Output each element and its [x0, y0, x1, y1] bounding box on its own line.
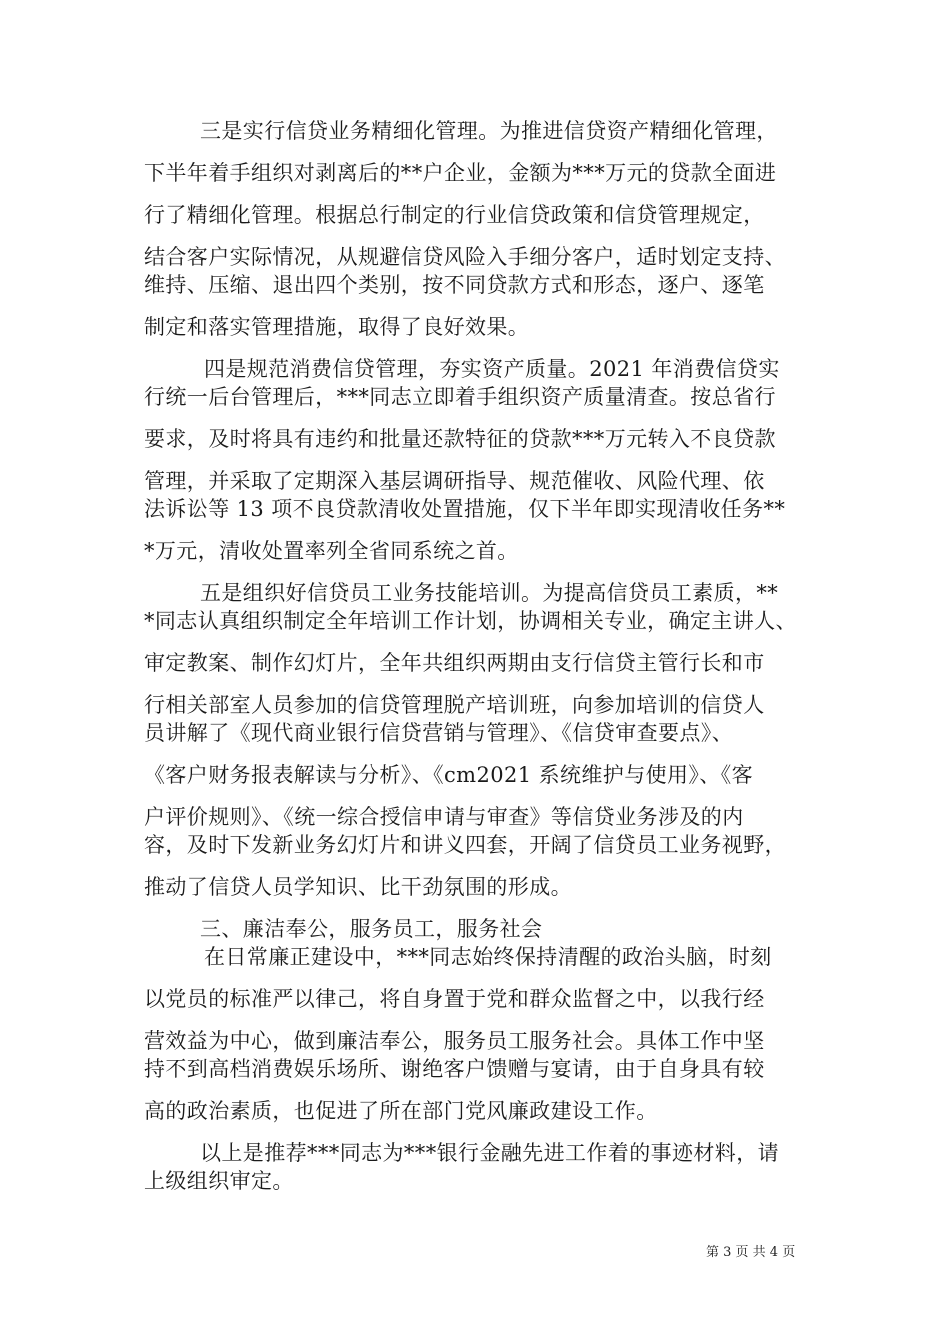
text-line: 三是实行信贷业务精细化管理。为推进信贷资产精细化管理， — [200, 119, 778, 143]
text-line: 行统一后台管理后，***同志立即着手组织资产质量清查。按总省行 — [144, 385, 776, 409]
text-line: 容，及时下发新业务幻灯片和讲义四套，开阔了信贷员工业务视野， — [144, 833, 786, 857]
text-line: 法诉讼等 13 项不良贷款清收处置措施，仅下半年即实现清收任务** — [144, 497, 786, 521]
text-line: 五是组织好信贷员工业务技能培训。为提高信贷员工素质，** — [200, 581, 779, 605]
text-line: 管理，并采取了定期深入基层调研指导、规范催收、风险代理、依 — [144, 469, 765, 493]
text-line: 营效益为中心，做到廉洁奉公，服务员工服务社会。具体工作中坚 — [144, 1029, 765, 1053]
text-line: 推动了信贷人员学知识、比干劲氛围的形成。 — [144, 875, 572, 899]
text-line: 结合客户实际情况，从规避信贷风险入手细分客户，适时划定支持、 — [144, 245, 786, 269]
text-line: 行了精细化管理。根据总行制定的行业信贷政策和信贷管理规定， — [144, 203, 765, 227]
text-line: 持不到高档消费娱乐场所、谢绝客户馈赠与宴请，由于自身具有较 — [144, 1057, 765, 1081]
text-line: 以上是推荐***同志为***银行金融先进工作着的事迹材料，请 — [200, 1141, 779, 1165]
section-heading: 三、廉洁奉公，服务员工，服务社会 — [200, 917, 543, 941]
text-line: 维持、压缩、退出四个类别，按不同贷款方式和形态，逐户、逐笔 — [144, 273, 765, 297]
text-line: 员讲解了《现代商业银行信贷营销与管理》、《信贷审查要点》、 — [144, 721, 734, 745]
text-line: 上级组织审定。 — [144, 1169, 294, 1193]
text-line: 制定和落实管理措施，取得了良好效果。 — [144, 315, 530, 339]
text-line: *同志认真组织制定全年培训工作计划，协调相关专业，确定主讲人、 — [144, 609, 797, 633]
text-line: 《客户财务报表解读与分析》、《cm2021 系统维护与使用》、《客 — [144, 763, 753, 787]
text-line: *万元，清收处置率列全省同系统之首。 — [144, 539, 519, 563]
text-line: 以党员的标准严以律己，将自身置于党和群众监督之中，以我行经 — [144, 987, 765, 1011]
text-line: 行相关部室人员参加的信贷管理脱产培训班，向参加培训的信贷人 — [144, 693, 765, 717]
text-line: 户评价规则》、《统一综合授信申请与审查》等信贷业务涉及的内 — [144, 805, 744, 829]
text-line: 审定教案、制作幻灯片，全年共组织两期由支行信贷主管行长和市 — [144, 651, 765, 675]
text-line: 在日常廉正建设中，***同志始终保持清醒的政治头脑，时刻 — [204, 945, 772, 969]
text-line: 要求，及时将具有违约和批量还款特征的贷款***万元转入不良贷款 — [144, 427, 776, 451]
text-line: 下半年着手组织对剥离后的**户企业，金额为***万元的贷款全面进 — [144, 161, 777, 185]
page-number: 第 3 页 共 4 页 — [706, 1245, 796, 1260]
text-line: 四是规范消费信贷管理，夯实资产质量。2021 年消费信贷实 — [204, 357, 780, 381]
text-line: 高的政治素质，也促进了所在部门党风廉政建设工作。 — [144, 1099, 658, 1123]
